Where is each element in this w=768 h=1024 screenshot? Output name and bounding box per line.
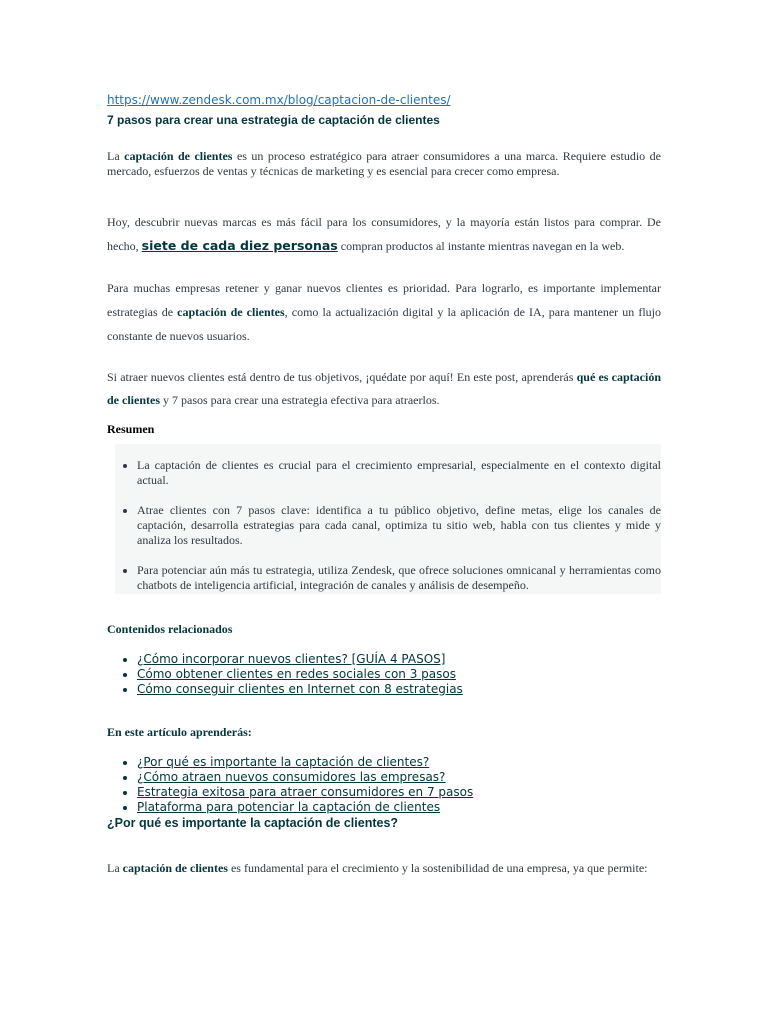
related-link[interactable]: Cómo conseguir clientes en Internet con 8 estrategias: [137, 682, 463, 696]
last-bold: captación de clientes: [122, 861, 228, 875]
resumen-list: [115, 458, 661, 594]
learn-link[interactable]: Plataforma para potenciar la captación de clientes: [137, 800, 441, 814]
related-link-item: [137, 682, 661, 697]
article-title: 7 pasos para crear una estrategia de captación de clientes: [107, 113, 440, 127]
paragraph-importance: [107, 857, 661, 880]
learn-link-item: [137, 755, 661, 770]
section-heading: ¿Por qué es importante la captación de clientes?: [107, 816, 399, 830]
stat-link[interactable]: siete de cada diez personas: [141, 238, 338, 253]
resumen-item: • La captación de clientes es crucial para el crecimiento empresarial, especialmente en el contexto digital actual.: [137, 458, 661, 488]
learn-title: En este artículo aprenderás:: [107, 725, 252, 739]
document-content: [107, 92, 661, 880]
paragraph-objectives: [107, 366, 661, 412]
resumen-box: [115, 444, 661, 594]
intro-paragraph: [107, 149, 661, 179]
p4-text-post: y 7 pasos para crear una estrategia efectiva para atraerlos.: [160, 393, 440, 407]
resumen-title: Resumen: [107, 422, 155, 436]
p3-text-pre: Para muchas empresas retener y ganar nuevos clientes es prioridad. Para lograrlo, es importante implementar estrategias de: [107, 281, 661, 319]
paragraph-retention: [107, 276, 661, 348]
source-url-link[interactable]: https://www.zendesk.com.mx/blog/captacion-de-clientes/: [107, 93, 451, 107]
learn-link-item: [137, 800, 661, 815]
intro-text-pre: La: [107, 149, 125, 163]
learn-link[interactable]: ¿Por qué es importante la captación de clientes?: [137, 755, 430, 769]
p3-text-post: , como la actualización digital y la aplicación de IA, para mantener un flujo constante de nuevos usuarios.: [107, 305, 662, 343]
learn-link[interactable]: Estrategia exitosa para atraer consumidores en 7 pasos: [137, 785, 474, 799]
related-link[interactable]: Cómo obtener clientes en redes sociales con 3 pasos: [137, 667, 456, 681]
learn-link[interactable]: ¿Cómo atraen nuevos consumidores las empresas?: [137, 770, 446, 784]
learn-link-item: [137, 785, 661, 800]
related-link-item: [137, 652, 661, 667]
intro-text-post: es un proceso estratégico para atraer consumidores a una marca. Requiere estudio de mercado, esfuerzos de ventas y técnicas de marketing y es esencial para crecer como empresa.: [107, 149, 661, 178]
related-link[interactable]: ¿Cómo incorporar nuevos clientes? [GUÍA 4 PASOS]: [137, 652, 446, 666]
last-text-pre: La: [107, 861, 123, 875]
paragraph-consumers: [107, 210, 661, 258]
intro-bold: captación de clientes: [124, 149, 233, 163]
resumen-item: • Atrae clientes con 7 pasos clave: identifica a tu público objetivo, define metas, elige los canales de captación, desarrolla estrategias para cada canal, optimiza tu sitio web, habla con tus clientes y mide y analiza los resultados.: [137, 503, 661, 548]
learn-links-list: [107, 755, 661, 815]
related-title: Contenidos relacionados: [107, 622, 233, 636]
p4-bold: qué es captación de clientes: [107, 370, 661, 407]
p2-text-post: compran productos al instante mientras navegan en la web.: [337, 239, 625, 253]
learn-link-item: [137, 770, 661, 785]
related-links-list: [107, 652, 661, 697]
last-text-post: es fundamental para el crecimiento y la sostenibilidad de una empresa, ya que permite:: [227, 861, 648, 875]
p3-bold: captación de clientes: [177, 305, 285, 319]
p2-text-pre: Hoy, descubrir nuevas marcas es más fácil para los consumidores, y la mayoría están listos para comprar. De hecho,: [107, 215, 661, 253]
resumen-item: • Para potenciar aún más tu estrategia, utiliza Zendesk, que ofrece soluciones omnicanal y herramientas como chatbots de inteligencia artificial, integración de canales y análisis de desempeño.: [137, 563, 661, 594]
related-link-item: [137, 667, 661, 682]
p4-text-pre: Si atraer nuevos clientes está dentro de tus objetivos, ¡quédate por aquí! En este post, aprenderás: [107, 370, 577, 384]
